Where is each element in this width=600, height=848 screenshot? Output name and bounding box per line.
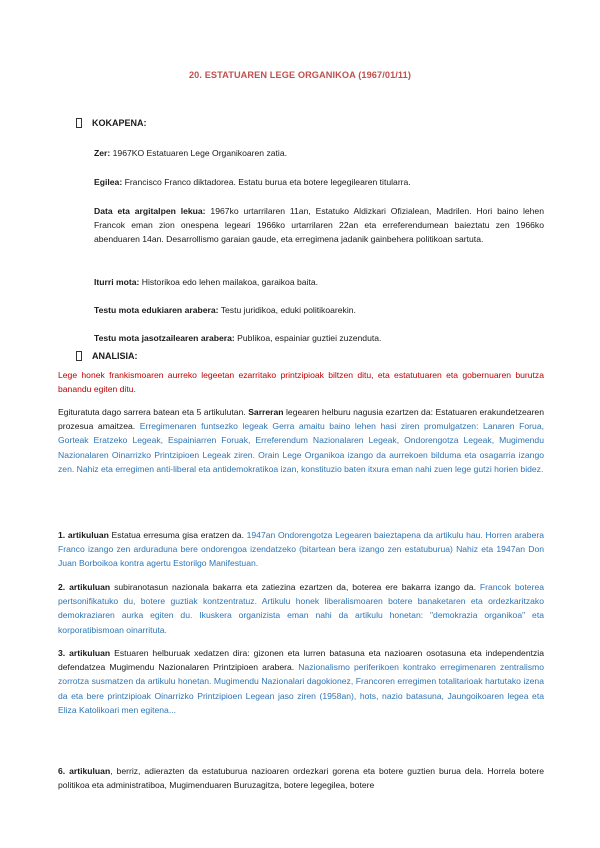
analisia-heading xyxy=(76,351,138,361)
edukia-label: Testu mota edukiaren arabera: xyxy=(94,305,219,315)
data-value: 1967ko urtarrilaren 11an, Estatuko Aldizkari Ofizialean, Madrilen. Hori baino lehen Francok eman zion onespena legeari 1966ko urtarrilaren 22an eta erreferendumean baieztatu zen 1966ko abenduaren 14an. Desarrollismo garaian gaude, eta erregimena jadanik gainbehera politikoan sartuta. xyxy=(94,206,544,245)
structure-text: Egituratuta dago sarrera batean eta 5 artikulutan. xyxy=(58,407,249,417)
jasotzailea-value: Publikoa, espainiar guztiei zuzenduta. xyxy=(234,333,382,343)
article-2-paragraph xyxy=(58,580,544,637)
data-label: Data eta argitalpen lekua: xyxy=(94,206,206,216)
article-6-label: 6. artikuluan xyxy=(58,766,111,776)
zer-value: 1967KO Estatuaren Lege Organikoaren zatia. xyxy=(110,148,288,158)
data-field xyxy=(94,204,544,247)
article-3-commentary: Nazionalismo periferikoen kontrako erregimenaren zentralismo zorrotza susmatzen da artikulu honetan. Mugimendu Nazionalari dagokionez, Francoren erregimen totalitarioak hartutako izena da eta bere printzipioak Oinarrizko Printzipioen Legean jaso ziren (1958an), hots, nazio batasuna, Jaungoikoaren legea eta Eliza Katolikoari men egitena... xyxy=(58,662,544,715)
document-title: 20. ESTATUAREN LEGE ORGANIKOA (1967/01/11) xyxy=(188,70,412,80)
article-3-label: 3. artikuluan xyxy=(58,648,111,658)
kokapena-heading xyxy=(76,118,147,128)
article-6-text: , berriz, adierazten da estatuburua nazioaren ordezkari gorena eta botere guztien burua dela. Horrela botere politikoa eta administratiboa, Mugimenduaren Buruzagitza, botere legegilea, botere xyxy=(58,766,544,791)
kokapena-heading-label: KOKAPENA: xyxy=(92,118,147,128)
checkbox-icon xyxy=(76,351,82,361)
article-2-label: 2. artikuluan xyxy=(58,582,111,592)
article-3-text: Estuaren helburuak xedatzen dira: gizonen eta lurren batasuna eta nazioaren osotasuna eta independentzia defendatzea Mugimendu Nazionalaren Printzipioen arabera. xyxy=(58,648,544,673)
sarreran-label: Sarreran xyxy=(248,407,284,417)
sarreran-text: legearen helburu nagusia ezartzen da: Estatuaren erakundetzearen prozesua amaitzea. xyxy=(58,407,544,432)
iturri-field xyxy=(94,275,544,289)
article-6-paragraph xyxy=(58,764,544,792)
jasotzailea-label: Testu mota jasotzailearen arabera: xyxy=(94,333,235,343)
article-1-text: Estatua erresuma gisa eratzen da. xyxy=(108,530,247,540)
article-1-label: 1. artikuluan xyxy=(58,530,109,540)
egilea-label: Egilea: xyxy=(94,177,123,187)
checkbox-icon xyxy=(76,118,82,128)
analisia-intro: Lege honek frankismoaren aurreko legeetan ezarritako printzipioak biltzen ditu, eta estatutuaren eta gobernuaren burutza banandu egiten ditu. xyxy=(58,370,544,395)
edukia-field xyxy=(94,303,544,317)
article-2-text: subiranotasun nazionala bakarra eta zatiezina ezartzen da, boterea ere bakarra izango da. xyxy=(110,582,480,592)
article-1-paragraph xyxy=(58,528,544,571)
article-2-commentary: Francok boterea pertsonifikatuko du, botere guztiak kontzentratuz. Artikulu honek liberalismoaren botere banaketaren eta ordezkaritzako demokraziaren aurka egiten du. Ikuskera organizista eman nahi da artikulu honetan: "demokrazia organikoa" eta korporatibismoan oinarrituta. xyxy=(58,582,545,635)
article-1-commentary: 1947an Ondorengotza Legearen baieztapena da artikulu hau. Horren arabera Franco izango zen arduraduna bere ondorengoa izendatzeko (bitartean bera izango zen estatuburua) Nahiz eta 1947an Don Juan Borboikoa kontra agertu Estorilgo Manifestuan. xyxy=(58,530,545,569)
jasotzailea-field xyxy=(94,331,544,345)
iturri-value: Historikoa edo lehen mailakoa, garaikoa baita. xyxy=(139,277,319,287)
analisia-paragraph-structure xyxy=(58,405,544,476)
article-3-paragraph xyxy=(58,646,544,717)
egilea-value: Francisco Franco diktadorea. Estatu burua eta botere legegilearen titularra. xyxy=(122,177,411,187)
structure-commentary: Erregimenaren funtsezko legeak Gerra amaitu baino lehen hasi ziren promulgatzen: Lanaren Forua, Gorteak Eratzeko Legeak, Espainiarren Foruak, Erreferendum Nazionalaren Legeak, Ondorengotza Legeak, Mugimendu Nazionalaren Oinarrizko Printzipioen Legeak ziren. Orain Lege Organikoa izango da aurrekoen bilduma eta osagarria izango zen. Nahiz eta erregimen anti-liberal eta antidemokratikoa izan, konstituzio baten itxura eman nahi zuen lege gutzi horien bidez. xyxy=(58,421,544,474)
egilea-field xyxy=(94,175,544,189)
edukia-value: Testu juridikoa, eduki politikoarekin. xyxy=(218,305,356,315)
analisia-heading-label: ANALISIA: xyxy=(92,351,138,361)
zer-field xyxy=(94,146,544,160)
zer-label: Zer: xyxy=(94,148,111,158)
iturri-label: Iturri mota: xyxy=(94,277,140,287)
